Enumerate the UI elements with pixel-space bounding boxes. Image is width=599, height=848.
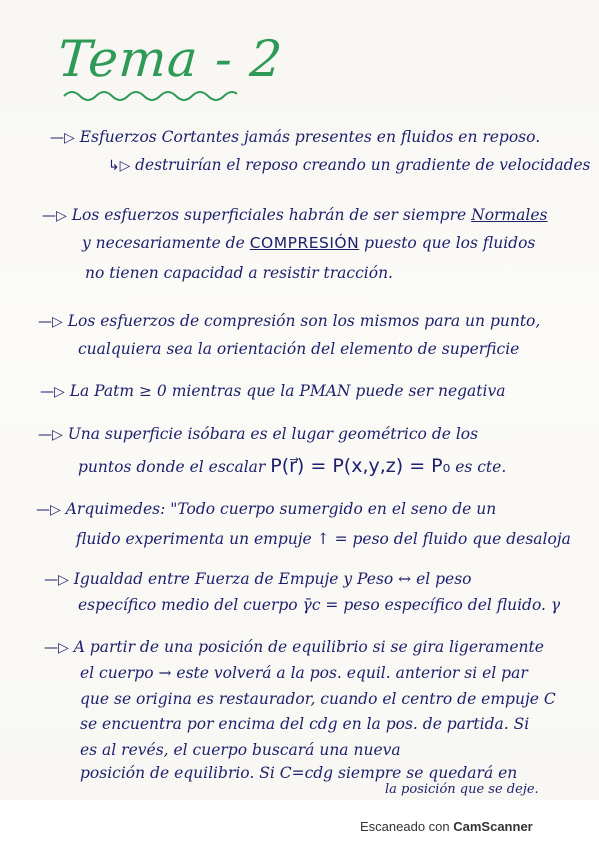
- bullet-line-6: [38, 312, 540, 330]
- line-text-17: que se origina es restaurador, cuando el centro de empuje C: [80, 690, 556, 708]
- bullet-line-19: [80, 741, 401, 759]
- line-text-6: Los esfuerzos de compresión son los mismos para un punto,: [67, 312, 541, 330]
- line-text-4a: y necesariamente de: [82, 234, 245, 252]
- line-text-3: Los esfuerzos superficiales habrán de ser siempre: [71, 206, 467, 224]
- line-text-11: Arquimedes: "Todo cuerpo sumergido en el seno de un: [65, 500, 497, 518]
- line-text-13: Igualdad entre Fuerza de Empuje y Peso ↔ el peso: [73, 570, 472, 588]
- line-text-4c: puesto que los fluidos: [364, 234, 536, 252]
- arrow-right-icon: —▷: [50, 130, 75, 146]
- bullet-line-8: [40, 382, 505, 400]
- page-title: Tema - 2: [55, 30, 285, 88]
- bullet-line-21: [385, 782, 539, 797]
- arrow-right-icon: —▷: [44, 640, 69, 656]
- bullet-line-10: [78, 455, 506, 477]
- line-text-1: Esfuerzos Cortantes jamás presentes en fluidos en reposo.: [79, 128, 541, 146]
- bullet-line-16: [80, 664, 528, 682]
- isobar-formula: P(r⃗) = P(x,y,z) = P₀: [270, 455, 451, 477]
- bullet-line-11: [36, 500, 496, 518]
- arrow-right-icon: —▷: [40, 384, 65, 400]
- bullet-line-18: [80, 715, 529, 733]
- underlined-word-normales: Normales: [471, 206, 548, 224]
- line-text-5: no tienen capacidad a resistir tracción.: [85, 264, 393, 282]
- bullet-line-13: [44, 570, 472, 588]
- arrow-right-icon: —▷: [44, 572, 69, 588]
- line-text-9: Una superficie isóbara es el lugar geométrico de los: [67, 425, 479, 443]
- bullet-line-5: [85, 264, 393, 282]
- line-text-15: A partir de una posición de equilibrio si se gira ligeramente: [73, 638, 544, 656]
- bullet-line-12: [76, 530, 571, 548]
- bullet-line-3: [42, 206, 547, 224]
- arrow-right-icon: ↳▷: [108, 158, 131, 174]
- title-squiggle-underline: [62, 88, 237, 104]
- line-text-12: fluido experimenta un empuje ↑ = peso del fluido que desaloja: [76, 530, 571, 548]
- underlined-word-compresion: COMPRESIÓN: [249, 234, 360, 252]
- bullet-line-7: [78, 340, 519, 358]
- line-text-8: La Patm ≥ 0 mientras que la PMAN puede ser negativa: [69, 382, 506, 400]
- line-text-10c: es cte.: [455, 458, 507, 476]
- bullet-line-2: [108, 156, 590, 174]
- line-text-7: cualquiera sea la orientación del elemento de superficie: [78, 340, 520, 358]
- line-text-2: destruirían el reposo creando un gradiente de velocidades: [135, 156, 591, 174]
- line-text-10a: puntos donde el escalar: [78, 458, 266, 476]
- line-text-14: específico medio del cuerpo γ̄c = peso específico del fluido. γ: [78, 596, 561, 614]
- bullet-line-14: [78, 596, 560, 614]
- bullet-line-1: [50, 128, 540, 146]
- bullet-line-4: [82, 234, 535, 252]
- line-text-21: la posición que se deje.: [385, 782, 539, 797]
- arrow-right-icon: —▷: [42, 208, 67, 224]
- line-text-16: el cuerpo → este volverá a la pos. equil. anterior si el par: [80, 664, 528, 682]
- bullet-line-9: [38, 425, 478, 443]
- watermark-brand: CamScanner: [453, 819, 533, 834]
- bullet-line-17: [80, 690, 556, 708]
- watermark-prefix: Escaneado con: [360, 819, 450, 834]
- arrow-right-icon: —▷: [36, 502, 61, 518]
- arrow-right-icon: —▷: [38, 427, 63, 443]
- bullet-line-15: [44, 638, 544, 656]
- arrow-right-icon: —▷: [38, 314, 63, 330]
- line-text-20: posición de equilibrio. Si C=cdg siempre se quedará en: [80, 764, 518, 782]
- line-text-19: es al revés, el cuerpo buscará una nueva: [80, 741, 401, 759]
- bullet-line-20: [80, 764, 517, 782]
- line-text-18: se encuentra por encima del cdg en la pos. de partida. Si: [80, 715, 530, 733]
- scanner-watermark: [360, 819, 533, 834]
